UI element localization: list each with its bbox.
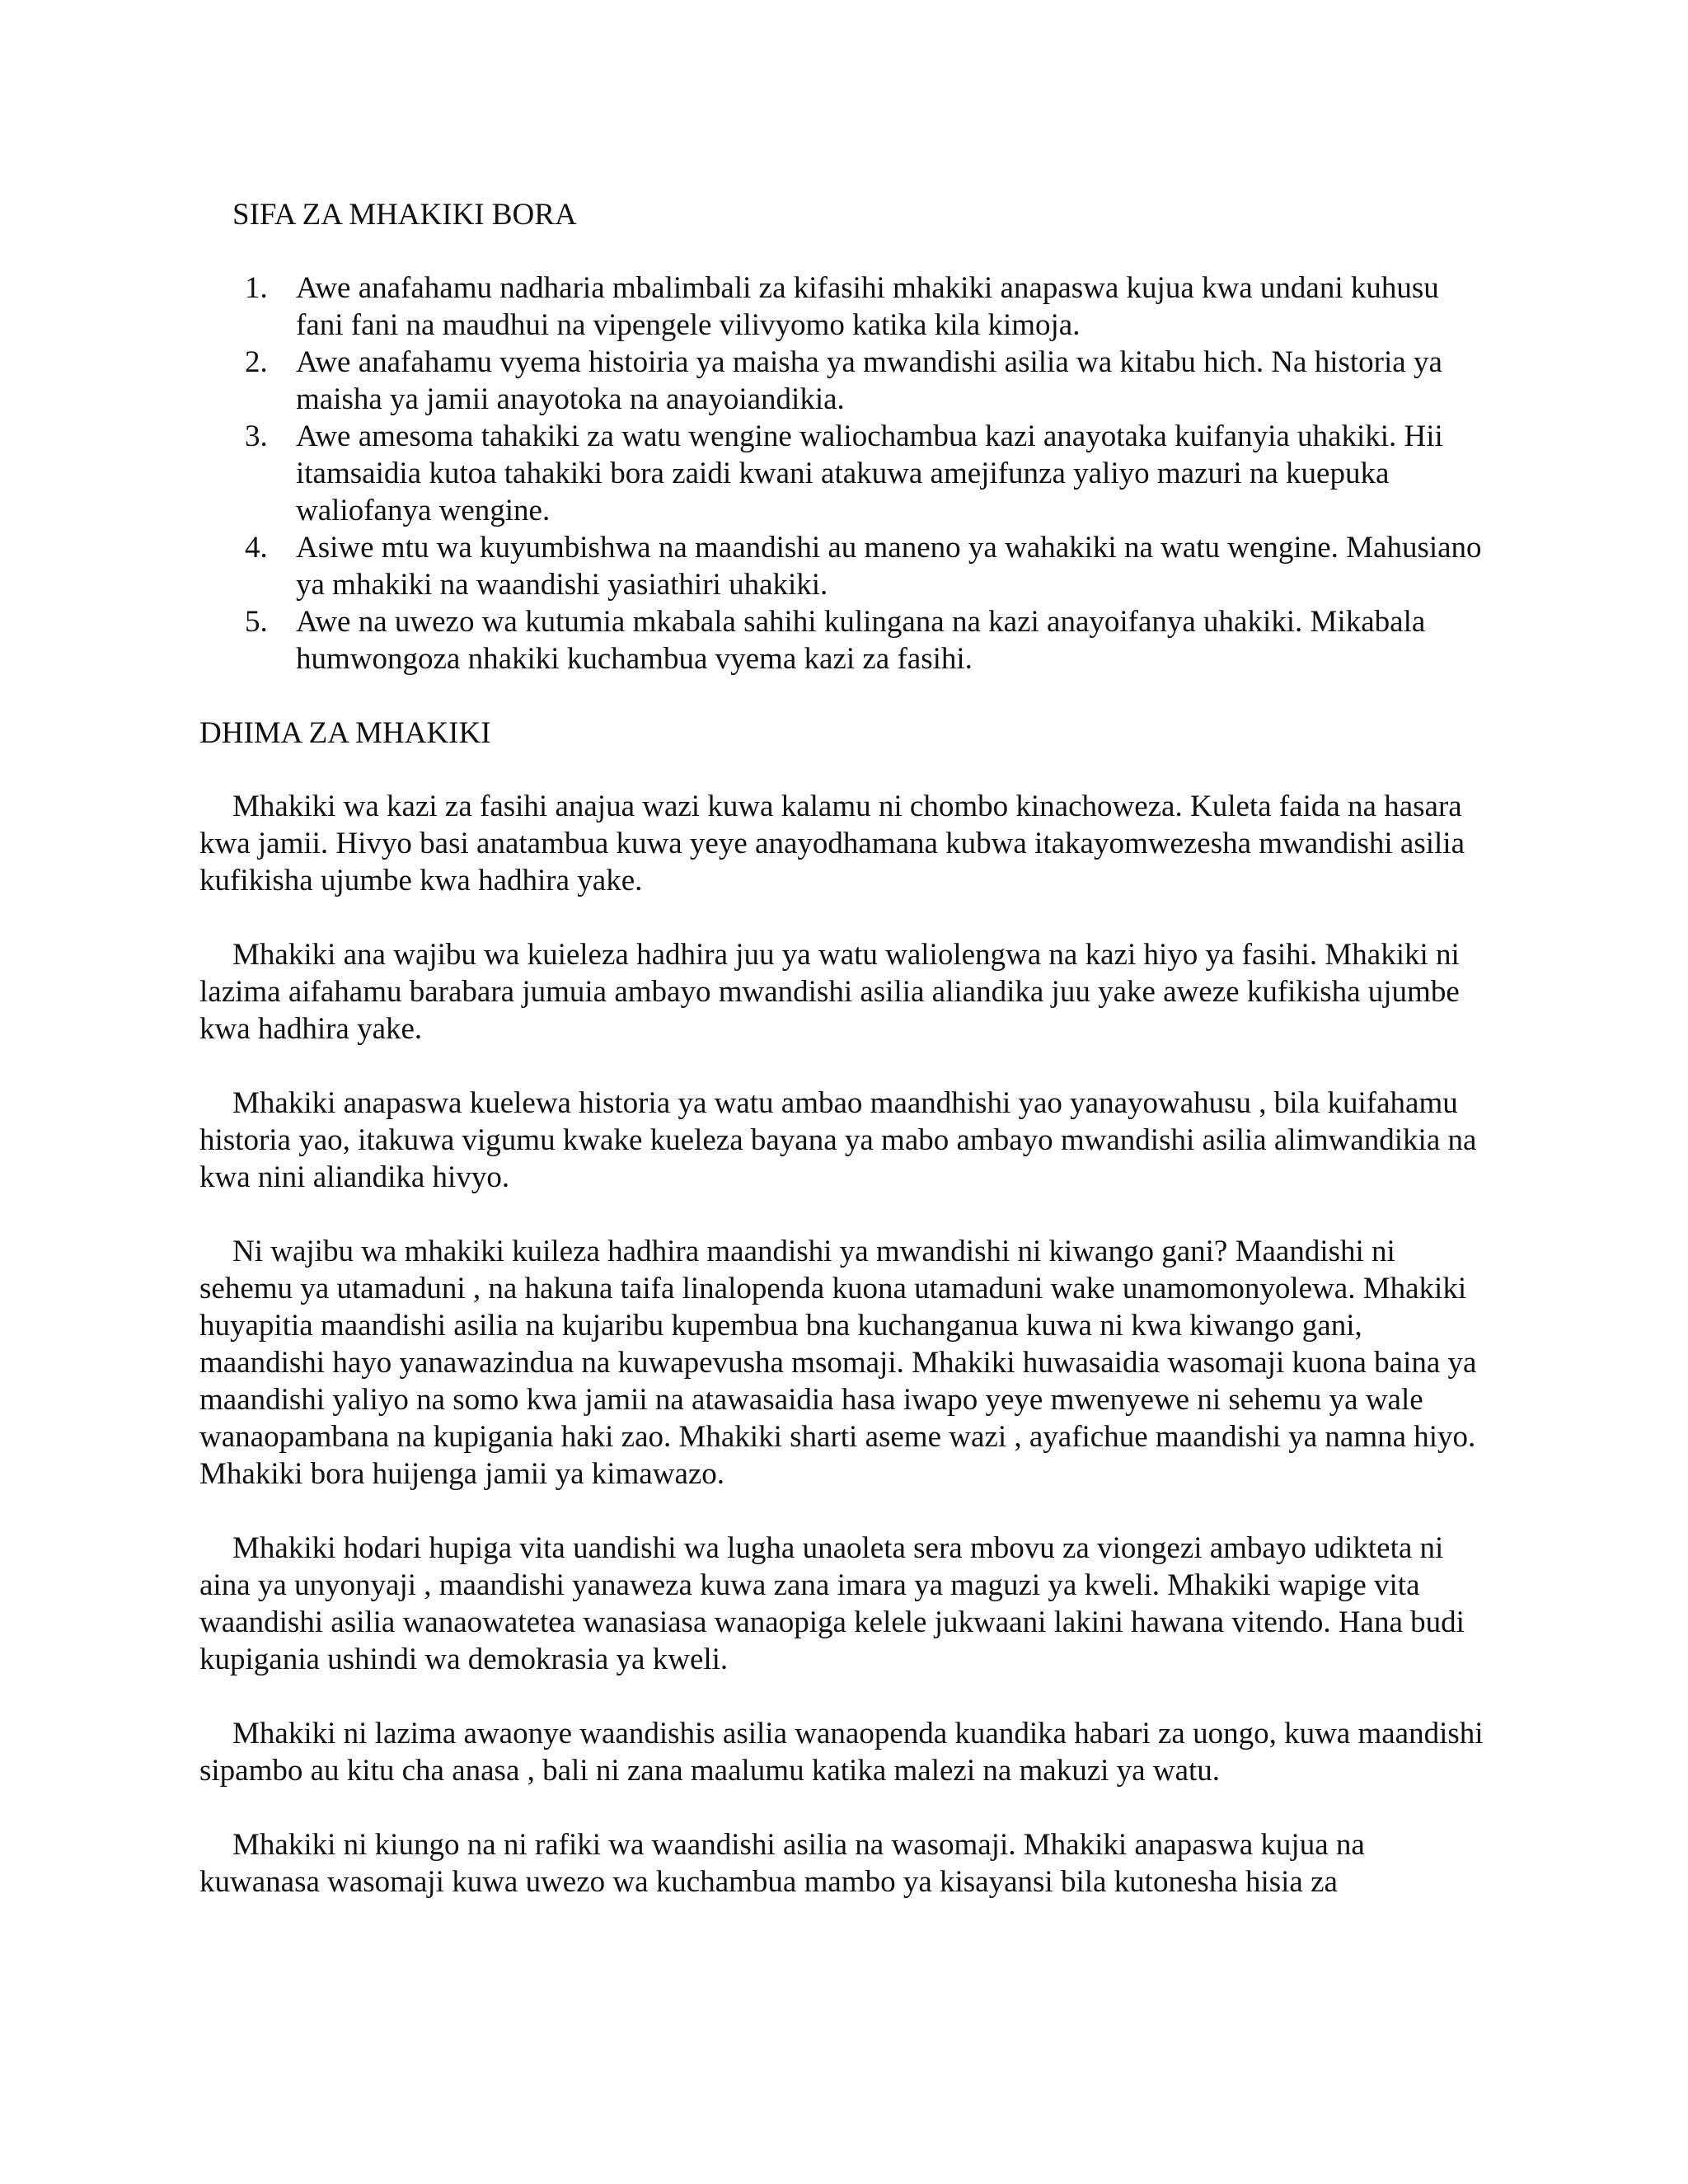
paragraph: Mhakiki wa kazi za fasihi anajua wazi kuwa kalamu ni chombo kinachoweza. Kuleta faida na hasara kwa jamii. Hivyo basi anatambua kuwa yeye anayodhamana kubwa itakayomwezesha mwandishi asilia kufikisha ujumbe kwa hadhira yake.	[199, 790, 1465, 898]
list-item	[199, 418, 1485, 529]
list-item	[199, 269, 1485, 344]
list-item	[199, 603, 1485, 677]
section-title-dhima: DHIMA ZA MHAKIKI	[199, 716, 491, 750]
list-item-number: 3.	[245, 419, 268, 453]
list-item-text: Awe anafahamu nadharia mbalimbali za kifasihi mhakiki anapaswa kujua kwa undani kuhusu fani fani na maudhui na vipengele vilivyomo katika kila kimoja.	[296, 271, 1439, 342]
list-item-number: 2.	[245, 345, 268, 379]
document-body	[199, 196, 1485, 1900]
list-item-number: 4.	[245, 531, 268, 565]
list-item-text: Asiwe mtu wa kuyumbishwa na maandishi au maneno ya wahakiki na watu wengine. Mahusiano ya mhakiki na waandishi yasiathiri uhakiki.	[296, 531, 1482, 602]
paragraph: Mhakiki hodari hupiga vita uandishi wa lugha unaoleta sera mbovu za viongezi ambayo udikteta ni aina ya unyonyaji , maandishi yanaweza kuwa zana imara ya maguzi ya kweli. Mhakiki wapige vita waandishi asilia wanaowatetea wanasiasa wanaopiga kelele jukwaani lakini hawana vitendo. Hana budi kupigania ushindi wa demokrasia ya kweli.	[199, 1531, 1465, 1676]
section-title-sifa: SIFA ZA MHAKIKI BORA	[232, 198, 577, 232]
paragraph: Mhakiki ni lazima awaonye waandishis asilia wanaopenda kuandika habari za uongo, kuwa maandishi sipambo au kitu cha anasa , bali ni zana maalumu katika malezi na makuzi ya watu.	[199, 1717, 1484, 1788]
paragraph: Ni wajibu wa mhakiki kuileza hadhira maandishi ya mwandishi ni kiwango gani? Maandishi ni sehemu ya utamaduni , na hakuna taifa linalopenda kuona utamaduni wake unamomonyolewa. Mhakiki huyapitia maandishi asilia na kujaribu kupembua bna kuchanganua kuwa ni kwa kiwango gani, maandishi hayo yanawazindua na kuwapevusha msomaji. Mhakiki huwasaidia wasomaji kuona baina ya maandishi yaliyo na somo kwa jamii na atawasaidia hasa iwapo yeye mwenyewe ni sehemu ya wale wanaopambana na kupigania haki zao. Mhakiki sharti aseme wazi , ayafichue maandishi ya namna hiyo. Mhakiki bora huijenga jamii ya kimawazo.	[199, 1235, 1477, 1491]
paragraph: Mhakiki ni kiungo na ni rafiki wa waandishi asilia na wasomaji. Mhakiki anapaswa kujua na kuwanasa wasomaji kuwa uwezo wa kuchambua mambo ya kisayansi bila kutonesha hisia za	[199, 1828, 1365, 1899]
list-item-number: 5.	[245, 605, 268, 639]
paragraph: Mhakiki anapaswa kuelewa historia ya watu ambao maandhishi yao yanayowahusu , bila kuifahamu historia yao, itakuwa vigumu kwake kueleza bayana ya mabo ambayo mwandishi asilia alimwandikia na kwa nini aliandika hivyo.	[199, 1086, 1477, 1194]
list-item	[199, 529, 1485, 603]
list-item-number: 1.	[245, 271, 268, 305]
list-item-text: Awe anafahamu vyema histoiria ya maisha ya mwandishi asilia wa kitabu hich. Na historia ya maisha ya jamii anayotoka na anayoiandikia.	[296, 345, 1442, 416]
list-item-text: Awe na uwezo wa kutumia mkabala sahihi kulingana na kazi anayoifanya uhakiki. Mikabala humwongoza nhakiki kuchambua vyema kazi za fasihi.	[296, 605, 1426, 676]
list-item-text: Awe amesoma tahakiki za watu wengine waliochambua kazi anayotaka kuifanyia uhakiki. Hii itamsaidia kutoa tahakiki bora zaidi kwani atakuwa amejifunza yaliyo mazuri na kuepuka waliofanya wengine.	[296, 419, 1443, 527]
qualities-list	[199, 269, 1485, 677]
paragraph: Mhakiki ana wajibu wa kuieleza hadhira juu ya watu waliolengwa na kazi hiyo ya fasihi. Mhakiki ni lazima aifahamu barabara jumuia ambayo mwandishi asilia aliandika juu yake aweze kufikisha ujumbe kwa hadhira yake.	[199, 938, 1460, 1046]
list-item	[199, 344, 1485, 418]
